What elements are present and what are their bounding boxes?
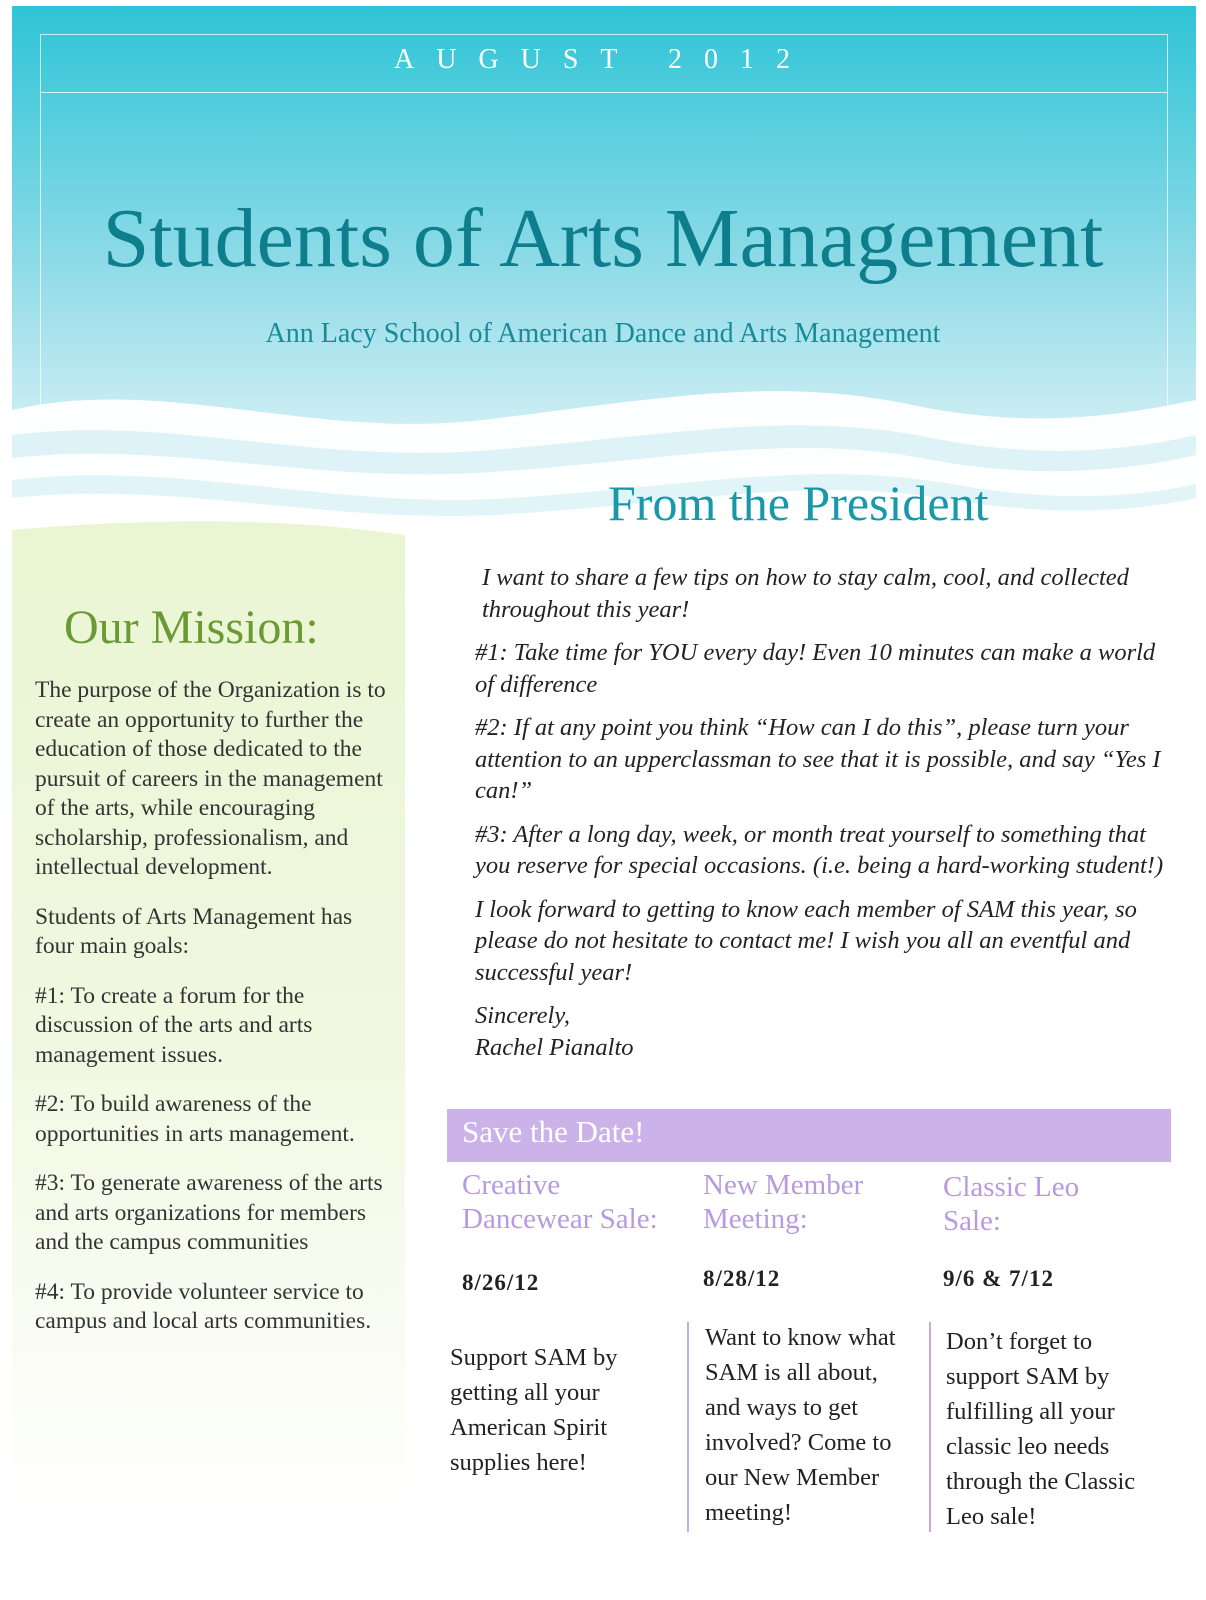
- president-letter: [475, 562, 1175, 1063]
- letter-closing: Sincerely,: [475, 1002, 571, 1029]
- letter-tip: #2: If at any point you think “How can I do this”, please turn your attention to an upperclassman to see that it is possible, and say “Yes I can!”: [475, 714, 1161, 804]
- mission-body: [35, 676, 395, 1357]
- mission-goal: #2: To build awareness of the opportunities in arts management.: [35, 1091, 355, 1147]
- newsletter-title: Students of Arts Management: [102, 192, 1104, 285]
- event-divider: [929, 1322, 931, 1532]
- mission-heading: Our Mission:: [64, 601, 319, 654]
- wave-decoration: [12, 380, 1196, 580]
- event-divider: [687, 1322, 689, 1532]
- event-title: New Member Meeting:: [703, 1169, 864, 1235]
- letter-tip: #1: Take time for YOU every day! Even 10 minutes can make a world of difference: [475, 639, 1156, 698]
- event-date: 9/6 & 7/12: [943, 1266, 1054, 1291]
- mission-paragraph: The purpose of the Organization is to create an opportunity to further the education of those dedicated to the pursuit of careers in the management of the arts, while encouraging scholarship, professionalism, and intellectual development.: [35, 677, 386, 880]
- mission-goal: #1: To create a forum for the discussion of the arts and arts management issues.: [35, 982, 313, 1068]
- event-description: Support SAM by getting all your American Spirit supplies here!: [450, 1344, 618, 1476]
- mission-paragraph: Students of Arts Management has four main goals:: [35, 903, 353, 959]
- event-description: Don’t forget to support SAM by fulfilling all your classic leo needs through the Classic Leo sale!: [946, 1328, 1136, 1530]
- save-the-date-label: Save the Date!: [462, 1114, 645, 1149]
- event-description: Want to know what SAM is all about, and ways to get involved? Come to our New Member meeting!: [705, 1324, 896, 1526]
- newsletter-subtitle: Ann Lacy School of American Dance and Arts Management: [265, 318, 941, 349]
- mission-goal: #4: To provide volunteer service to campus and local arts communities.: [35, 1278, 372, 1334]
- letter-signature: Rachel Pianalto: [475, 1033, 634, 1061]
- president-heading: From the President: [608, 475, 989, 531]
- letter-paragraph: I want to share a few tips on how to stay calm, cool, and collected throughout this year!: [482, 564, 1129, 623]
- mission-goal: #3: To generate awareness of the arts and arts organizations for members and the campus communities: [35, 1170, 383, 1255]
- event-title: Creative Dancewear Sale:: [462, 1169, 658, 1235]
- letter-tip: #3: After a long day, week, or month treat yourself to something that you reserve for special occasions. (i.e. being a hard-working student!): [475, 820, 1164, 879]
- letter-paragraph: I look forward to getting to know each member of SAM this year, so please do not hesitate to contact me! I wish you all an eventful and successful year!: [475, 895, 1137, 986]
- issue-date: AUGUST 2012: [393, 44, 813, 75]
- event-date: 8/28/12: [703, 1266, 781, 1291]
- banner-rule: [40, 92, 1167, 93]
- event-date: 8/26/12: [462, 1270, 540, 1295]
- event-title: Classic Leo Sale:: [943, 1171, 1080, 1237]
